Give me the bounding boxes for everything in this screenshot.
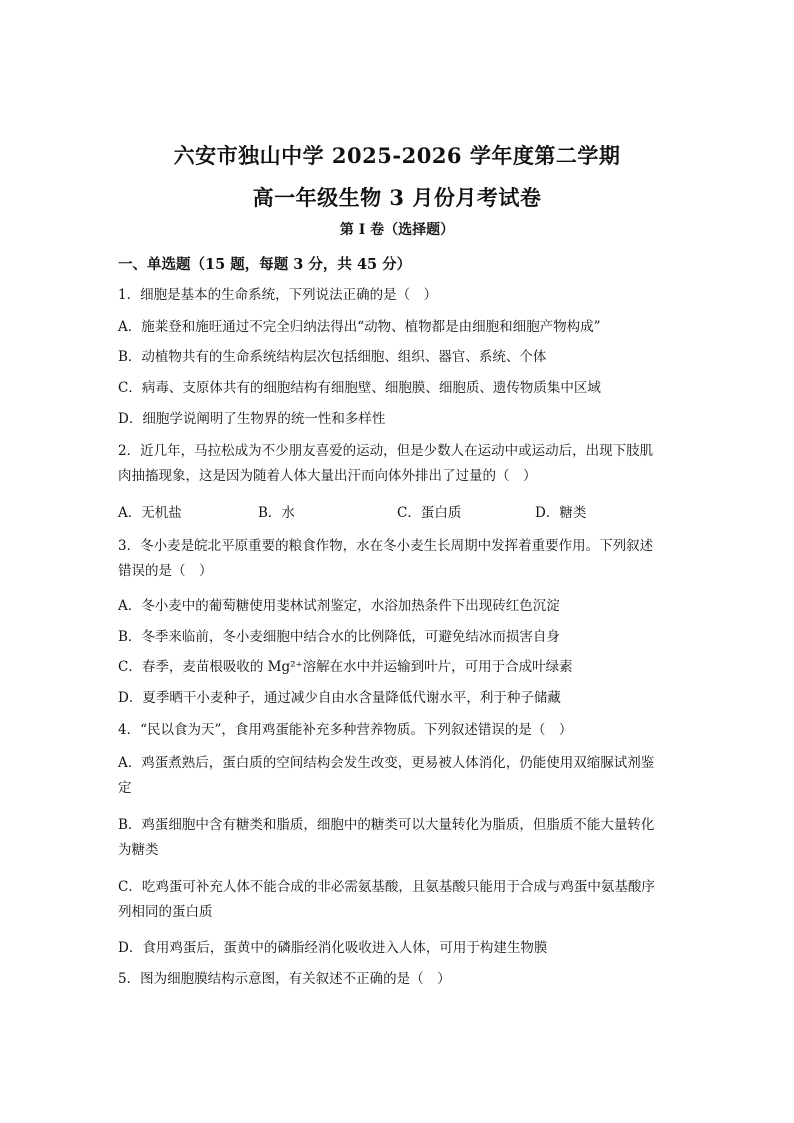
q2-option-d: D．糖类 xyxy=(535,505,587,521)
q1-option-a: A．施莱登和施旺通过不完全归纳法得出“动物、植物都是由细胞和细胞产物构成” xyxy=(118,319,601,335)
q4-option-c-line2: 列相同的蛋白质 xyxy=(118,904,213,920)
q3-option-a: A．冬小麦中的葡萄糖使用斐林试剂鉴定，水浴加热条件下出现砖红色沉淀 xyxy=(118,598,560,614)
q1-option-b: B．动植物共有的生命系统结构层次包括细胞、组织、器官、系统、个体 xyxy=(118,349,547,365)
volume-heading: 第 I 卷（选择题） xyxy=(339,222,455,238)
q5-stem: 5．图为细胞膜结构示意图，有关叙述不正确的是（ ） xyxy=(118,971,451,987)
q3-option-b: B．冬季来临前，冬小麦细胞中结合水的比例降低，可避免结冰而损害自身 xyxy=(118,629,560,645)
q4-stem: 4．“民以食为天”，食用鸡蛋能补充多种营养物质。下列叙述错误的是（ ） xyxy=(118,722,573,738)
q2-stem-line2: 肉抽搐现象，这是因为随着人体大量出汗而向体外排出了过量的（ ） xyxy=(118,468,537,484)
q2-stem-line1: 2．近几年，马拉松成为不少朋友喜爱的运动，但是少数人在运动中或运动后，出现下肢肌 xyxy=(118,443,654,459)
q2-option-b: B．水 xyxy=(258,505,295,521)
q1-option-c: C．病毒、支原体共有的细胞结构有细胞壁、细胞膜、细胞质、遗传物质集中区域 xyxy=(118,380,601,396)
q3-stem-line1: 3．冬小麦是皖北平原重要的粮食作物，水在冬小麦生长周期中发挥着重要作用。下列叙述 xyxy=(118,538,654,554)
q4-option-a-line1: A．鸡蛋煮熟后，蛋白质的空间结构会发生改变，更易被人体消化，仍能使用双缩脲试剂鉴 xyxy=(118,755,655,771)
exam-title-line2: 高一年级生物 3 月份月考试卷 xyxy=(252,185,542,210)
q2-option-a: A．无机盐 xyxy=(118,505,182,521)
q3-option-c: C．春季，麦苗根吸收的 Mg²⁺溶解在水中并运输到叶片，可用于合成叶绿素 xyxy=(118,659,573,675)
q4-option-a-line2: 定 xyxy=(118,780,132,796)
q4-option-b-line1: B．鸡蛋细胞中含有糖类和脂质，细胞中的糖类可以大量转化为脂质，但脂质不能大量转化 xyxy=(118,817,655,833)
q4-option-c-line1: C．吃鸡蛋可补充人体不能合成的非必需氨基酸，且氨基酸只能用于合成与鸡蛋中氨基酸序 xyxy=(118,879,655,895)
q2-option-c: C．蛋白质 xyxy=(397,505,462,521)
q4-option-d: D．食用鸡蛋后，蛋黄中的磷脂经消化吸收进入人体，可用于构建生物膜 xyxy=(118,940,548,956)
exam-title-line1: 六安市独山中学 2025-2026 学年度第二学期 xyxy=(173,143,621,168)
q1-option-d: D．细胞学说阐明了生物界的统一性和多样性 xyxy=(118,411,386,427)
q3-option-d: D．夏季晒干小麦种子，通过减少自由水含量降低代谢水平，利于种子储藏 xyxy=(118,690,561,706)
q4-option-b-line2: 为糖类 xyxy=(118,842,159,858)
q1-stem: 1．细胞是基本的生命系统，下列说法正确的是（ ） xyxy=(118,287,438,303)
q3-stem-line2: 错误的是（ ） xyxy=(118,563,213,579)
section-heading: 一、单选题（15 题，每题 3 分，共 45 分） xyxy=(118,256,412,273)
